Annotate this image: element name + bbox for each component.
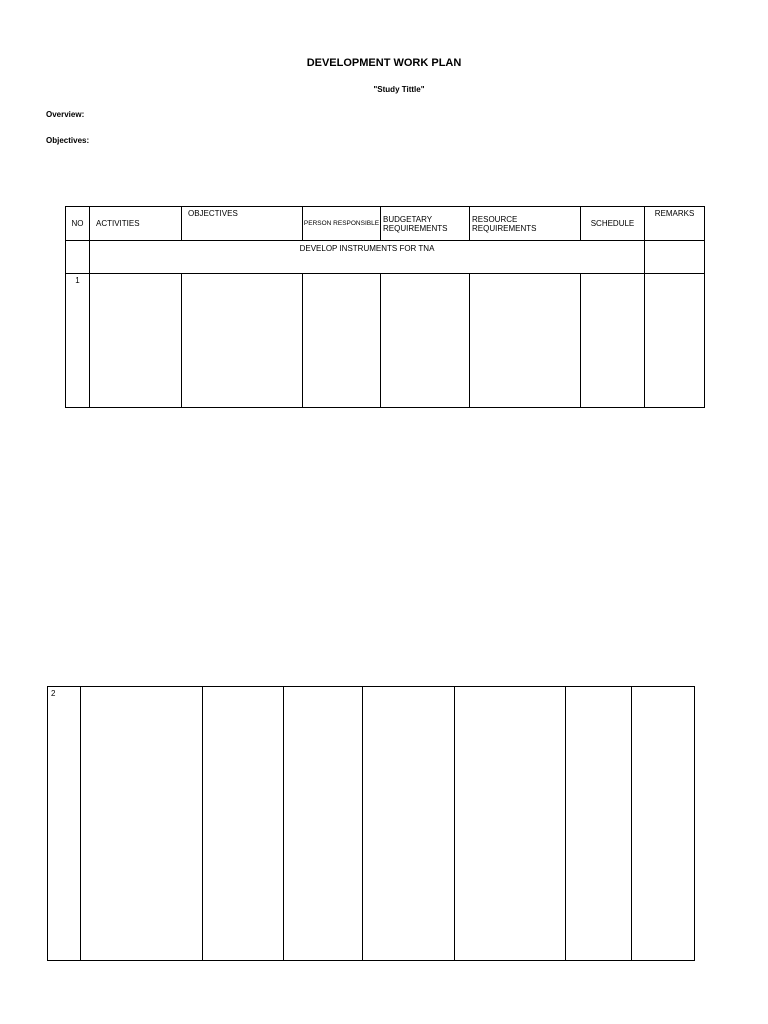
remarks-cell	[632, 687, 695, 961]
schedule-cell	[581, 274, 645, 408]
section-remarks-cell	[645, 241, 705, 274]
work-plan-table	[65, 206, 705, 408]
header-resource-requirements: RESOURCE REQUIREMENTS	[470, 207, 581, 241]
row-number: 2	[48, 687, 81, 961]
resource-requirements-cell	[455, 687, 566, 961]
row-number: 1	[66, 274, 90, 408]
budgetary-requirements-cell	[363, 687, 455, 961]
header-person-responsible: PERSON RESPONSIBLE	[303, 207, 381, 241]
table-header-row	[66, 207, 705, 241]
budgetary-requirements-cell	[381, 274, 470, 408]
study-title: "Study Tittle"	[373, 85, 425, 94]
objectives-cell	[182, 274, 303, 408]
section-row	[66, 241, 705, 274]
objectives-label: Objectives:	[46, 136, 90, 145]
objectives-cell	[203, 687, 284, 961]
activities-cell	[81, 687, 203, 961]
schedule-cell	[566, 687, 632, 961]
header-activities: ACTIVITIES	[90, 207, 182, 241]
section-title: DEVELOP INSTRUMENTS FOR TNA	[90, 241, 645, 274]
remarks-cell	[645, 274, 705, 408]
header-objectives: OBJECTIVES	[182, 207, 303, 241]
activities-cell	[90, 274, 182, 408]
table-row	[48, 687, 695, 961]
work-plan-table-continued	[47, 686, 695, 961]
resource-requirements-cell	[470, 274, 581, 408]
header-no: NO	[66, 207, 90, 241]
person-responsible-cell	[284, 687, 363, 961]
header-remarks: REMARKS	[645, 207, 705, 241]
table-row	[66, 274, 705, 408]
person-responsible-cell	[303, 274, 381, 408]
header-schedule: SCHEDULE	[581, 207, 645, 241]
section-no-cell	[66, 241, 90, 274]
header-budgetary-requirements: BUDGETARY REQUIREMENTS	[381, 207, 470, 241]
overview-label: Overview:	[46, 110, 85, 119]
document-title: DEVELOPMENT WORK PLAN	[306, 57, 462, 69]
